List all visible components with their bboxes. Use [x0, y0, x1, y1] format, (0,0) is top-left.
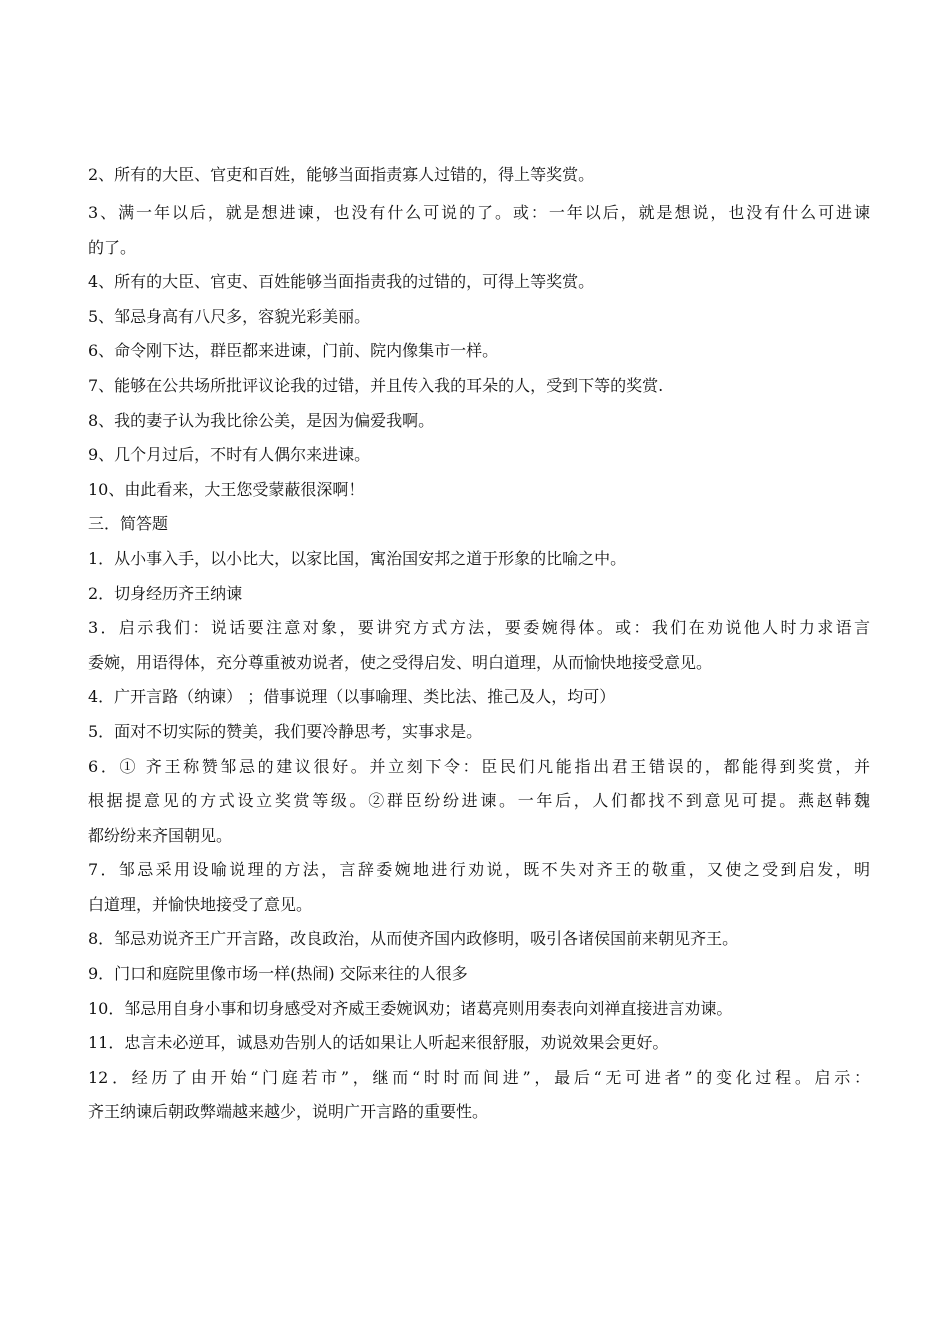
text-line-28: 齐王纳谏后朝政弊端越来越少，说明广开言路的重要性。 — [88, 1102, 489, 1122]
text-line-9: 9、几个月过后，不时有人偶尔来进谏。 — [88, 445, 371, 465]
text-line-7: 7、能够在公共场所批评议论我的过错，并且传入我的耳朵的人，受到下等的奖赏. — [88, 375, 664, 395]
text-line-5: 5、邹忌身高有八尺多，容貌光彩美丽。 — [88, 306, 371, 326]
text-line-22: 白道理，并愉快地接受了意见。 — [88, 894, 313, 914]
text-line-25: 10．邹忌用自身小事和切身感受对齐威王委婉讽劝；诸葛亮则用奏表向刘禅直接进言劝谏。 — [88, 998, 733, 1018]
text-line-3: 的了。 — [88, 237, 137, 257]
text-line-16: 4．广开言路（纳谏） ；借事说理（以事喻理、类比法、推己及人，均可） — [88, 687, 616, 707]
text-line-1: 2、所有的大臣、官吏和百姓，能够当面指责寡人过错的，得上等奖赏。 — [88, 165, 595, 184]
text-line-26: 11．忠言未必逆耳，诚恳劝告别人的话如果让人听起来很舒服，劝说效果会更好。 — [88, 1033, 669, 1053]
section-heading: 三．简答题 — [88, 514, 169, 534]
text-line-12: 1．从小事入手，以小比大，以家比国，寓治国安邦之道于形象的比喻之中。 — [88, 548, 627, 568]
text-line-4: 4、所有的大臣、官吏、百姓能够当面指责我的过错的，可得上等奖赏。 — [88, 272, 595, 292]
text-line-23: 8．邹忌劝说齐王广开言路，改良政治，从而使齐国内政修明，吸引各诸侯国前来朝见齐王。 — [88, 929, 739, 949]
text-line-15: 委婉，用语得体，充分尊重被劝说者，使之受得启发、明白道理，从而愉快地接受意见。 — [88, 652, 713, 672]
text-line-14: 3．启示我们：说话要注意对象，要讲究方式方法，要委婉得体。或：我们在劝说他人时力求语言 — [88, 618, 870, 638]
text-line-19: 根据提意见的方式设立奖赏等级。②群臣纷纷进谏。一年后，人们都找不到意见可提。燕赵韩魏 — [88, 791, 870, 811]
text-line-13: 2．切身经历齐王纳谏 — [88, 583, 243, 603]
text-line-21: 7．邹忌采用设喻说理的方法，言辞委婉地进行劝说，既不失对齐王的敬重，又使之受到启发，明 — [88, 860, 870, 880]
text-line-10: 10、由此看来，大王您受蒙蔽很深啊！ — [88, 479, 365, 499]
text-line-20: 都纷纷来齐国朝见。 — [88, 825, 233, 845]
text-line-24: 9．门口和庭院里像市场一样(热闹) 交际来往的人很多 — [88, 964, 468, 984]
answer-text — [88, 158, 870, 1130]
text-line-27: 12．经历了由开始“门庭若市”，继而“时时而间进”，最后“无可进者”的变化过程。启示： — [88, 1067, 870, 1087]
text-line-17: 5．面对不切实际的赞美，我们要冷静思考，实事求是。 — [88, 721, 483, 741]
text-line-18: 6．① 齐王称赞邹忌的建议很好。并立刻下令：臣民们凡能指出君王错误的，都能得到奖赏，并 — [88, 756, 870, 776]
text-line-8: 8、我的妻子认为我比徐公美，是因为偏爱我啊。 — [88, 410, 435, 430]
text-line-6: 6、命令刚下达，群臣都来进谏，门前、院内像集市一样。 — [88, 341, 499, 361]
text-line-2: 3、满一年以后，就是想进谏，也没有什么可说的了。或：一年以后，就是想说，也没有什么可进谏 — [88, 203, 870, 222]
